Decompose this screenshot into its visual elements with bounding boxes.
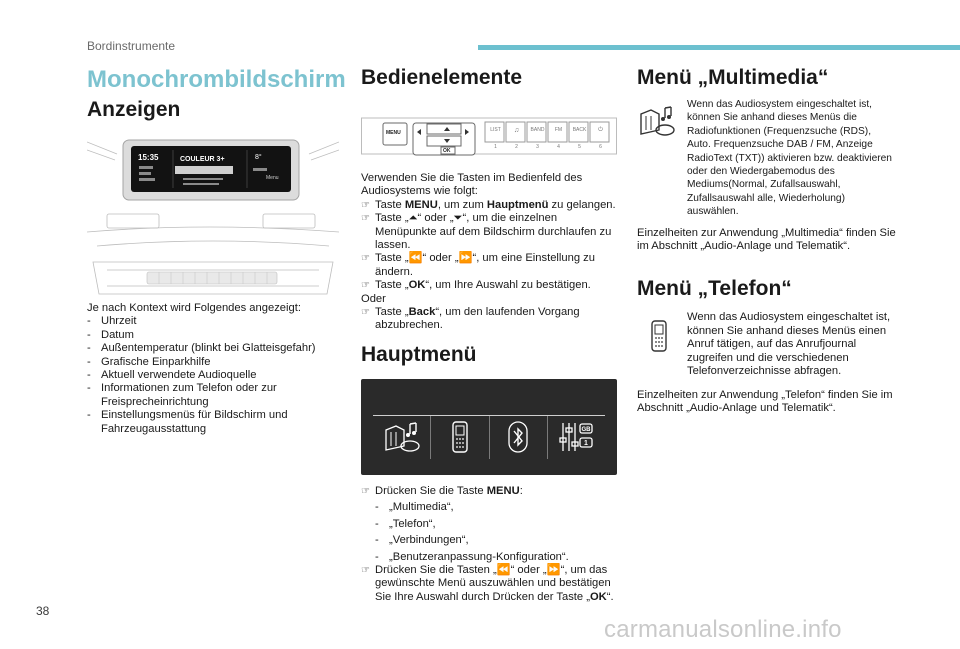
page-number: 38 — [36, 604, 50, 618]
list-item: - „Telefon“, — [375, 518, 617, 531]
section-bedienelemente-title: Bedienelemente — [361, 66, 523, 89]
arrow-bullet-icon: ☞ — [361, 199, 370, 211]
or-label: Oder — [361, 292, 386, 305]
panel-button-fm: FM — [554, 127, 563, 133]
panel-button-power: ⏻ — [598, 127, 603, 133]
main-menu-screen-figure — [361, 379, 617, 475]
panel-button-music: ♫ — [513, 127, 520, 134]
list-item: - Einstellungsmenüs für Bildschirm und Fahrzeugausstattung — [87, 409, 339, 436]
multimedia-details: Einzelheiten zur Anwendung „Multimedia“ finden Sie im Abschnitt „Audio-Anlage und Telematik“. — [637, 226, 896, 253]
list-item: - Grafische Einparkhilfe — [87, 356, 339, 369]
list-item: - Informationen zum Telefon oder zur Freisprecheinrichtung — [87, 382, 339, 409]
list-item: - Datum — [87, 329, 339, 342]
controls-intro: Verwenden Sie die Tasten im Bedienfeld des Audiosystems wie folgt: — [361, 172, 583, 198]
menu-tile-multimedia — [373, 416, 431, 459]
arrow-bullet-icon: ☞ — [361, 253, 370, 265]
multimedia-block — [637, 98, 897, 219]
display-intro: Je nach Kontext wird Folgendes angezeigt: — [87, 302, 301, 314]
panel-button-band: BAND — [530, 127, 545, 133]
step-press-menu: ☞ Drücken Sie die Taste MENU: — [361, 484, 523, 497]
display-menu-label: Menu — [266, 175, 279, 181]
list-item: - „Multimedia“, — [375, 501, 617, 514]
arrow-bullet-icon: ☞ — [361, 564, 370, 576]
phone-icon — [450, 420, 470, 454]
running-head: Bordinstrumente — [87, 39, 176, 53]
menu-tile-settings — [548, 416, 605, 459]
panel-number: 1 — [494, 144, 497, 150]
telefon-block — [637, 311, 897, 378]
telefon-description: Wenn das Audiosystem eingeschaltet ist, können Sie anhand dieses Menüs einen Anruf tätigen, auf das Anrufjournal zugreifen und die verschiedenen Telefonverzeichnisse abfragen. — [687, 311, 891, 378]
panel-button-list: LIST — [490, 127, 501, 133]
column-menus — [637, 60, 897, 415]
step-confirm: ☞ Taste „OK“, um Ihre Auswahl zu bestätigen. — [361, 279, 591, 292]
main-menu-tiles — [373, 415, 605, 459]
list-item: - Aktuell verwendete Audioquelle — [87, 369, 339, 382]
bluetooth-icon — [508, 421, 528, 453]
arrow-bullet-icon: ☞ — [361, 280, 370, 292]
telefon-details: Einzelheiten zur Anwendung „Telefon“ finden Sie im Abschnitt „Audio-Anlage und Telematik“. — [637, 388, 893, 414]
panel-number: 6 — [599, 144, 602, 150]
audio-control-panel-figure — [361, 114, 617, 158]
panel-number: 3 — [536, 144, 539, 150]
control-panel-illustration — [361, 114, 617, 158]
step-select-menu: ☞ Drücken Sie die Tasten „⏪“ oder „⏩“, um das gewünschte Menü auszuwählen und bestätigen Sie Ihre Auswahl durch Drücken der Taste „OK“. — [361, 563, 614, 603]
section-anzeigen-title: Anzeigen — [87, 98, 181, 121]
list-item: - „Verbindungen“, — [375, 534, 617, 547]
column-controls — [361, 60, 617, 604]
dashboard-display-figure — [87, 136, 339, 296]
multimedia-icon — [382, 420, 422, 454]
section-multimedia-title: Menü „Multimedia“ — [637, 66, 829, 89]
panel-number: 2 — [515, 144, 518, 150]
display-temp: 8° — [255, 154, 262, 161]
step-adjust: ☞ Taste „⏪“ oder „⏩“, um eine Einstellung zu ändern. — [361, 252, 595, 278]
menu-tile-phone — [431, 416, 489, 459]
panel-number-row — [485, 144, 611, 150]
watermark: carmanualsonline.info — [604, 616, 842, 643]
section-hauptmenue-title: Hauptmenü — [361, 342, 477, 366]
panel-buttons — [485, 127, 611, 134]
menu-tile-connections — [490, 416, 548, 459]
list-item: - Uhrzeit — [87, 315, 339, 328]
step-scroll: ☞ Taste „⏶“ oder „⏷“, um die einzelnen Menüpunkte auf dem Bildschirm durchlaufen zu lassen. — [361, 212, 612, 252]
header-accent-bar — [478, 45, 960, 50]
step-menu: ☞ Taste MENU, um zum Hauptmenü zu gelangen. — [361, 198, 616, 211]
multimedia-icon — [637, 104, 677, 138]
svg-text:1: 1 — [584, 440, 589, 448]
svg-text:GB: GB — [581, 427, 591, 434]
step-back: ☞ Taste „Back“, um den laufenden Vorgang abzubrechen. — [361, 306, 580, 332]
ok-key-label: OK — [443, 148, 451, 154]
display-station: COULEUR 3+ — [180, 156, 225, 163]
column-display — [87, 60, 346, 436]
arrow-bullet-icon: ☞ — [361, 307, 370, 319]
section-telefon-title: Menü „Telefon“ — [637, 277, 792, 301]
main-menu-list — [375, 501, 617, 564]
panel-number: 4 — [557, 144, 560, 150]
settings-icon — [558, 420, 594, 454]
panel-number: 5 — [578, 144, 581, 150]
display-item-list — [87, 315, 339, 436]
multimedia-description: Wenn das Audiosystem eingeschaltet ist, können Sie anhand dieses Menüs die Radiofunktionen (Frequenzsuche (RDS), Auto. Frequenzsuche DAB / FM, Anzeige RadioText (TXT)) aktivieren bzw. deaktivieren oder den Wiedergabemodus des Mediums(Normal, Zufallsauswahl, Zufallsauswahl alle, Wiederholung) auswählen. — [687, 99, 892, 218]
panel-button-back: BACK — [572, 127, 587, 133]
arrow-bullet-icon: ☞ — [361, 485, 370, 497]
list-item: - Außentemperatur (blinkt bei Glatteisgefahr) — [87, 342, 339, 355]
phone-icon — [649, 319, 669, 353]
menu-key-label: MENU — [386, 130, 401, 136]
list-item: - „Benutzeranpassung-Konfiguration“. — [375, 551, 617, 564]
arrow-bullet-icon: ☞ — [361, 213, 370, 225]
page-title: Monochrombildschirm — [87, 66, 346, 93]
display-time: 15:35 — [138, 153, 159, 162]
